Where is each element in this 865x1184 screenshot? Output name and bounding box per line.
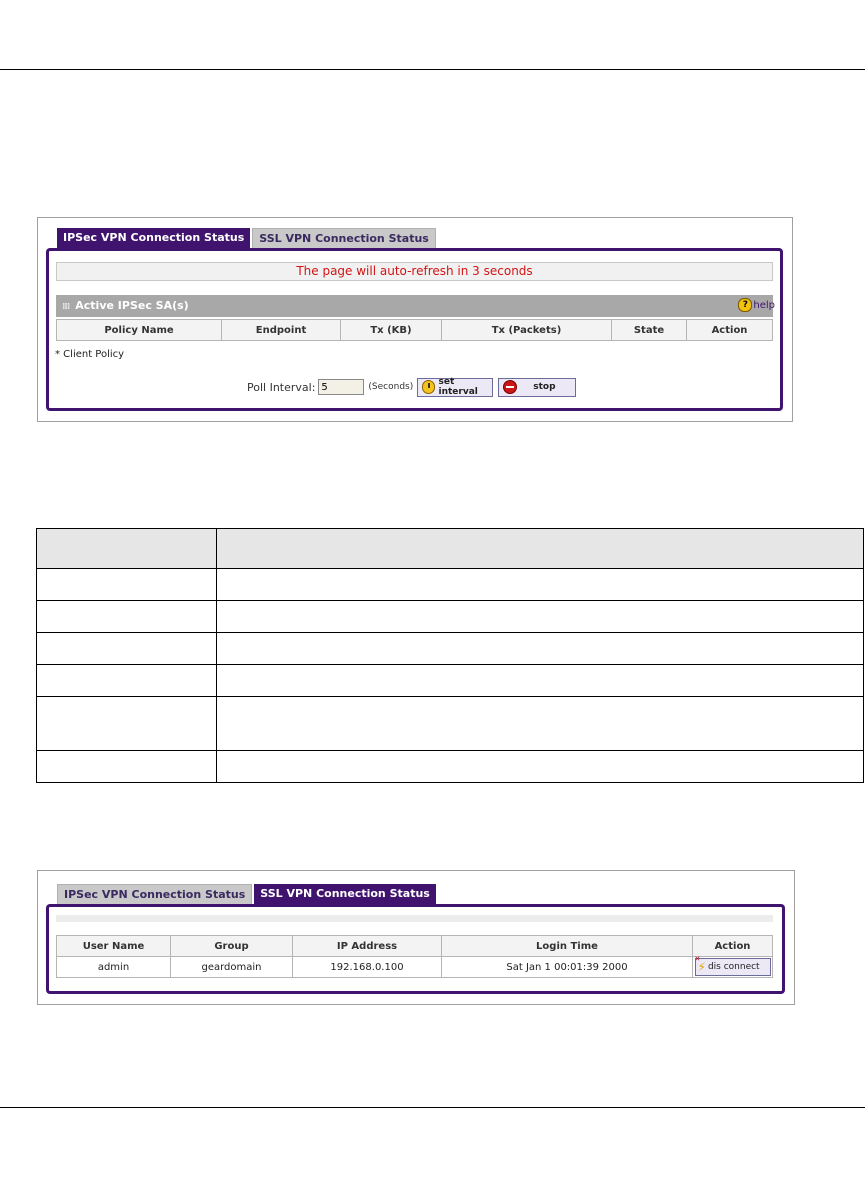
clock-icon <box>422 380 434 394</box>
table-cell <box>217 601 864 633</box>
grip-icon: ⁞⁞⁞ <box>62 302 70 312</box>
doc-header-col1 <box>37 529 217 569</box>
ssl-panel <box>46 904 785 994</box>
disconnect-label: dis connect <box>707 962 760 972</box>
cell-user-name: admin <box>57 957 171 978</box>
cell-ip-address: 192.168.0.100 <box>293 957 442 978</box>
cell-action <box>693 957 773 978</box>
col-group: Group <box>171 936 293 957</box>
stop-icon <box>503 380 517 394</box>
cell-login-time: Sat Jan 1 00:01:39 2000 <box>442 957 693 978</box>
col-action: Action <box>687 320 773 341</box>
col-state: State <box>612 320 687 341</box>
table-row <box>57 957 773 978</box>
tab-ipsec-vpn-status[interactable]: IPSec VPN Connection Status <box>57 884 252 904</box>
table-cell <box>217 569 864 601</box>
poll-interval-row <box>247 377 581 397</box>
table-cell <box>37 751 217 783</box>
ipsec-status-screenshot <box>37 217 793 422</box>
tab-ssl-vpn-status[interactable]: SSL VPN Connection Status <box>254 884 436 904</box>
footer-rule <box>0 1107 865 1108</box>
help-icon: ? <box>738 298 752 312</box>
help-label: help <box>753 300 775 311</box>
table-cell <box>37 665 217 697</box>
tab-bar <box>57 884 438 904</box>
table-cell <box>217 633 864 665</box>
tab-ssl-vpn-status[interactable]: SSL VPN Connection Status <box>252 228 436 248</box>
table-cell <box>217 697 864 751</box>
client-policy-note: * Client Policy <box>55 349 125 360</box>
table-row <box>37 751 864 783</box>
table-row <box>37 665 864 697</box>
table-row <box>37 601 864 633</box>
ipsec-panel <box>46 248 783 411</box>
disconnect-button[interactable] <box>694 955 771 976</box>
disconnect-icon: ✕ ⚡ <box>694 955 706 974</box>
section-title: Active IPSec SA(s) <box>75 299 189 312</box>
auto-refresh-message: The page will auto-refresh in 3 seconds <box>56 262 773 281</box>
cell-group: geardomain <box>171 957 293 978</box>
col-tx-packets: Tx (Packets) <box>442 320 612 341</box>
stop-button[interactable] <box>498 378 576 397</box>
message-bar <box>56 915 773 922</box>
doc-header-col2 <box>217 529 864 569</box>
table-row <box>37 569 864 601</box>
stop-label: stop <box>533 382 556 392</box>
tab-bar <box>57 228 438 248</box>
active-ipsec-sa-header <box>56 295 773 317</box>
set-interval-button[interactable] <box>417 378 493 397</box>
help-link[interactable] <box>738 295 775 317</box>
col-tx-kb: Tx (KB) <box>341 320 442 341</box>
table-row <box>37 697 864 751</box>
col-user-name: User Name <box>57 936 171 957</box>
col-endpoint: Endpoint <box>222 320 341 341</box>
ssl-status-screenshot <box>37 870 795 1005</box>
table-cell <box>217 751 864 783</box>
poll-interval-unit: (Seconds) <box>368 382 414 392</box>
col-login-time: Login Time <box>442 936 693 957</box>
ssl-sessions-table <box>56 935 773 978</box>
header-rule <box>0 69 865 70</box>
poll-interval-input[interactable] <box>318 379 364 395</box>
poll-interval-label: Poll Interval: <box>247 380 316 394</box>
table-row <box>37 633 864 665</box>
set-interval-label: set interval <box>438 377 478 397</box>
table-cell <box>37 697 217 751</box>
table-cell <box>37 569 217 601</box>
table-cell <box>217 665 864 697</box>
col-policy-name: Policy Name <box>57 320 222 341</box>
col-ip-address: IP Address <box>293 936 442 957</box>
ipsec-sa-table <box>56 319 773 341</box>
table-cell <box>37 601 217 633</box>
table-cell <box>37 633 217 665</box>
field-description-table <box>36 528 864 783</box>
col-action: Action <box>693 936 773 957</box>
tab-ipsec-vpn-status[interactable]: IPSec VPN Connection Status <box>57 228 250 248</box>
